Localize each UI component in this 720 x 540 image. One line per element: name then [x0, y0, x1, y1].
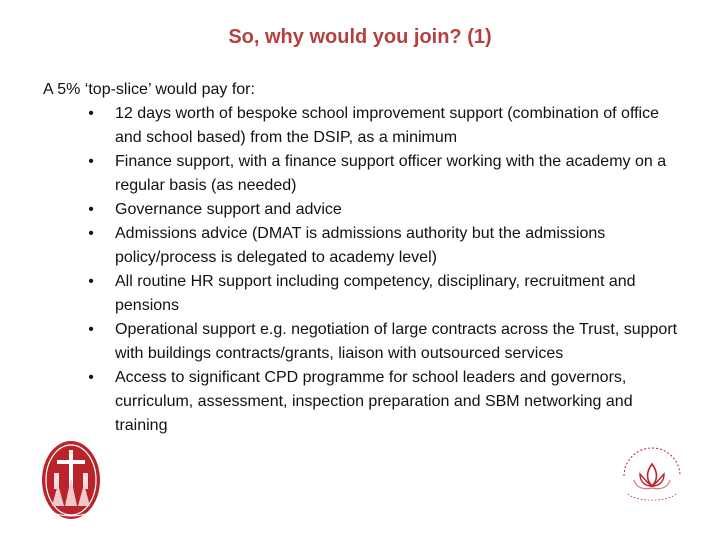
bullet-marker: •	[88, 321, 94, 338]
bullet-list	[86, 102, 686, 438]
bullet-item	[86, 270, 686, 318]
bullet-text: Admissions advice (DMAT is admissions authority but the admissions policy/process is delegated to academy level)	[115, 225, 606, 266]
bullet-marker: •	[88, 105, 94, 122]
bullet-item	[86, 222, 686, 270]
slide-title: So, why would you join? (1)	[228, 26, 492, 48]
bullet-item	[86, 318, 686, 366]
bullet-marker: •	[88, 201, 94, 218]
diocese-of-coventry-crest-icon	[40, 440, 102, 524]
bullet-item	[86, 198, 686, 222]
intro-text: A 5% ‘top-slice’ would pay for:	[43, 81, 255, 98]
diocese-of-coventry-logo-icon	[610, 446, 694, 504]
bullet-text: 12 days worth of bespoke school improvement support (combination of office and school based) from the DSIP, as a minimum	[115, 105, 659, 146]
bullet-text: Operational support e.g. negotiation of large contracts across the Trust, support with buildings contracts/grants, liaison with outsourced services	[115, 321, 678, 362]
diocese-crest-logo	[40, 440, 102, 524]
bullet-marker: •	[88, 153, 94, 170]
bullet-item	[86, 102, 686, 150]
bullet-item	[86, 150, 686, 198]
diocese-logo-right	[610, 446, 694, 504]
bullet-text: Governance support and advice	[115, 201, 342, 218]
bullet-text: Access to significant CPD programme for school leaders and governors, curriculum, assessment, inspection preparation and SBM networking and training	[115, 369, 633, 434]
bullet-text: Finance support, with a finance support officer working with the academy on a regular basis (as needed)	[115, 153, 667, 194]
bullet-item	[86, 366, 686, 438]
bullet-text: All routine HR support including competency, disciplinary, recruitment and pensions	[115, 273, 636, 314]
bullet-marker: •	[88, 273, 94, 290]
bullet-marker: •	[88, 369, 94, 386]
bullet-marker: •	[88, 225, 94, 242]
